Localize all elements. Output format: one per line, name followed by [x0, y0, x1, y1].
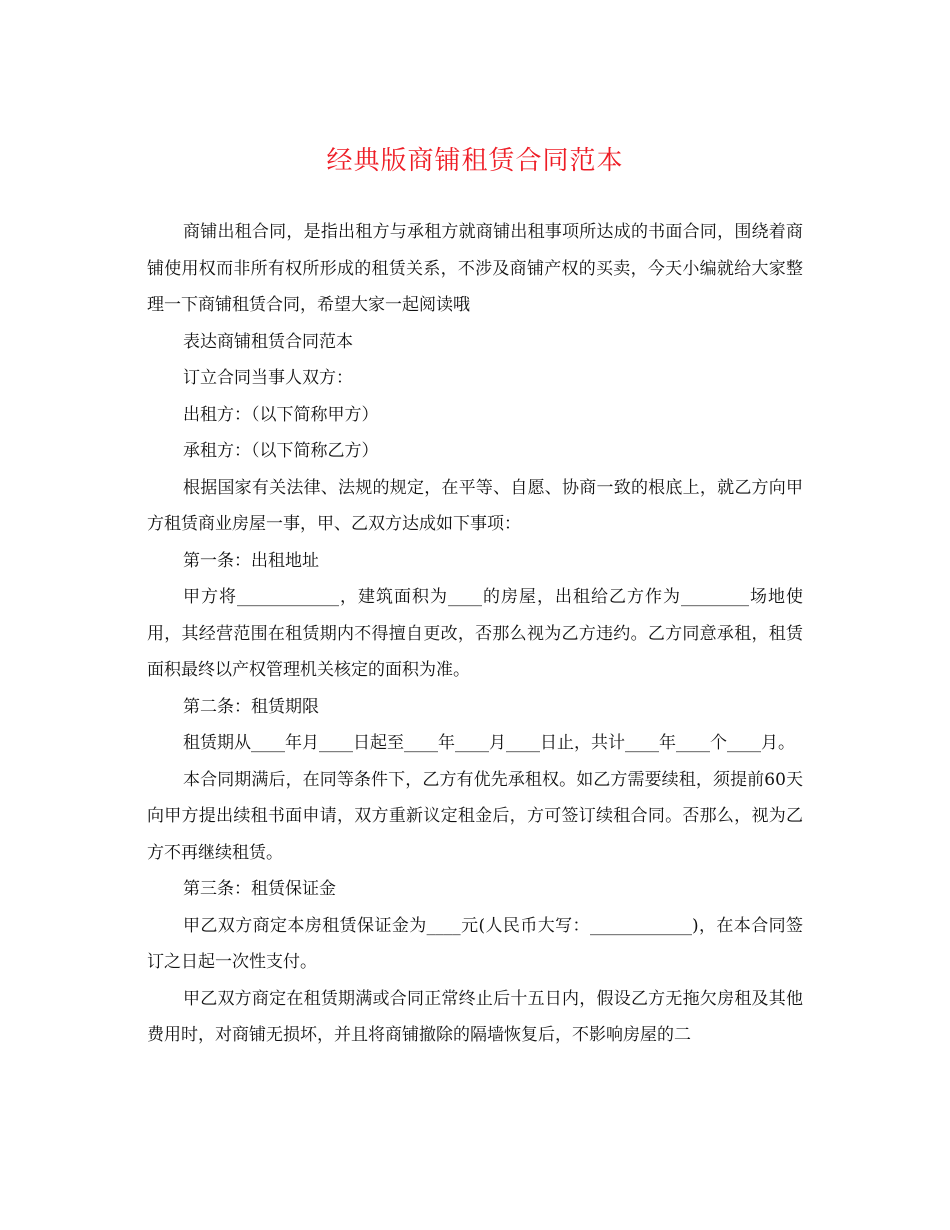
paragraph-lessee: 承租方：（以下简称乙方）	[183, 441, 379, 461]
heading-article-1: 第一条：出租地址	[183, 550, 319, 571]
document-body	[147, 214, 803, 1054]
paragraph-article-1: 甲方将____________，建筑面积为____的房屋，出租给乙方作为________场地使用，其经营范围在租赁期内不得擅自更改，否那么视为乙方违约。乙方同意承租，租赁面积最终以产权管理机关核定的面积为准。	[147, 587, 803, 680]
paragraph-renewal: 本合同期满后，在同等条件下，乙方有优先承租权。如乙方需要续租，须提前60天向甲方提出续租书面申请，双方重新议定租金后，方可签订续租合同。否那么，视为乙方不再继续租赁。	[147, 769, 803, 863]
paragraph-basis: 根据国家有关法律、法规的规定，在平等、自愿、协商一致的根底上，就乙方向甲方租赁商业房屋一事，甲、乙双方达成如下事项：	[147, 477, 803, 534]
paragraph-subtitle: 表达商铺租赁合同范本	[183, 331, 353, 352]
paragraph-parties: 订立合同当事人双方：	[183, 368, 353, 388]
document-title: 经典版商铺租赁合同范本	[326, 146, 624, 176]
paragraph-lessor: 出租方：（以下简称甲方）	[183, 404, 379, 425]
heading-article-2: 第二条：租赁期限	[183, 696, 319, 717]
heading-article-3: 第三条：租赁保证金	[183, 879, 336, 899]
paragraph-deposit: 甲乙双方商定本房租赁保证金为____元(人民币大写：____________)，在本合同签订之日起一次性支付。	[147, 915, 803, 972]
paragraph-deposit-return: 甲乙双方商定在租赁期满或合同正常终止后十五日内，假设乙方无拖欠房租及其他费用时，对商铺无损坏，并且将商铺撤除的隔墙恢复后，不影响房屋的二	[147, 988, 803, 1045]
paragraph-term: 租赁期从____年月____日起至____年____月____日止，共计____年____个____月。	[183, 733, 795, 753]
paragraph-intro: 商铺出租合同，是指出租方与承租方就商铺出租事项所达成的书面合同，围绕着商铺使用权而非所有权所形成的租赁关系，不涉及商铺产权的买卖，今天小编就给大家整理一下商铺租赁合同，希望大家一起阅读哦	[147, 222, 803, 315]
